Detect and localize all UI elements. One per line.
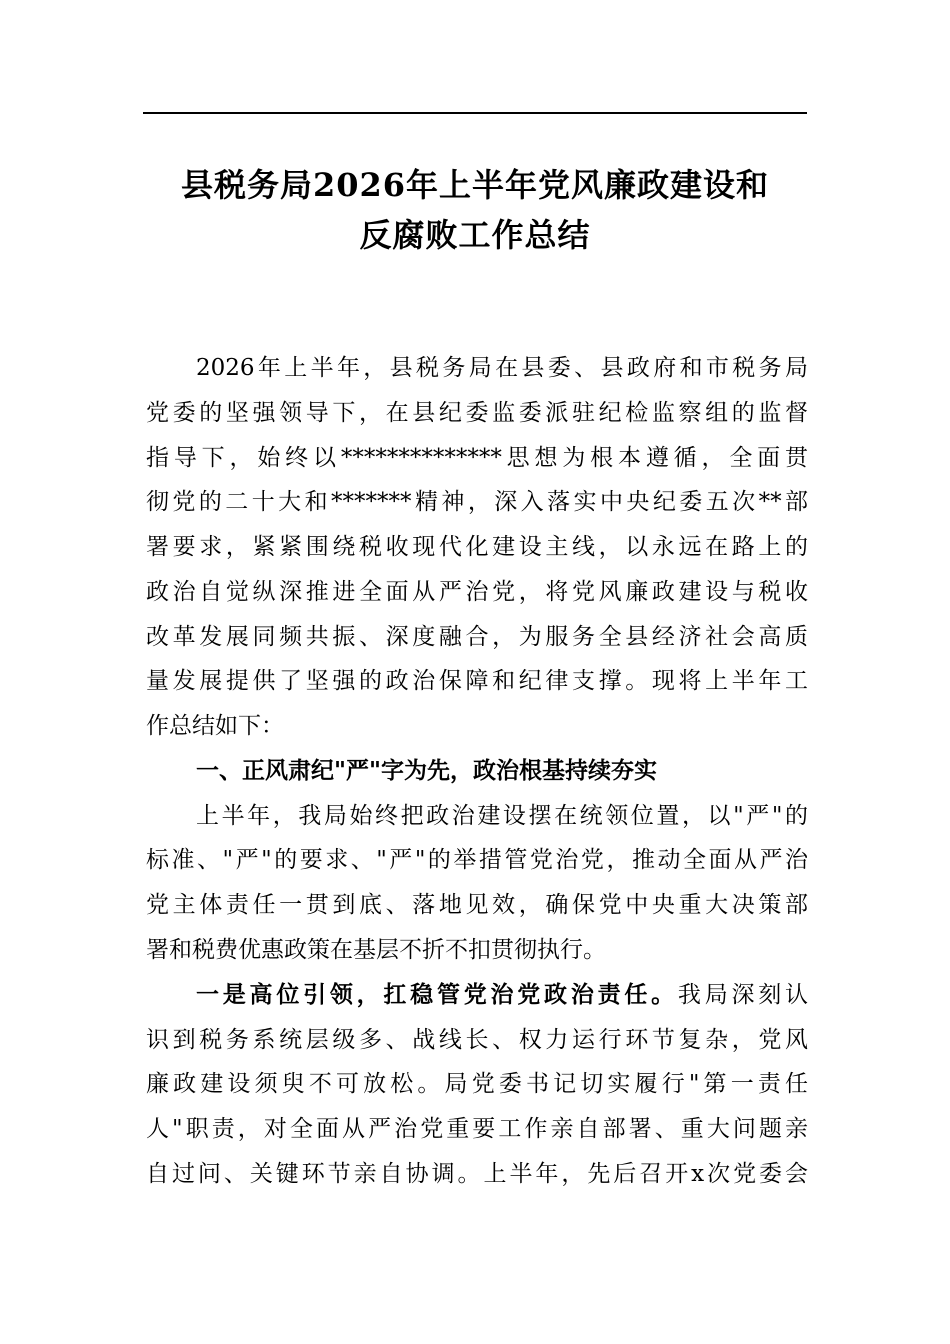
intro-line-3: 指导下，始终以**************思想为根本遵循，全面贯 [146, 445, 808, 471]
section-heading-1: 一、正风肃纪"严"字为先，政治根基持续夯实 [196, 758, 657, 784]
intro-line-4: 彻党的二十大和*******精神，深入落实中央纪委五次**部 [146, 489, 808, 515]
intro-line-5: 署要求，紧紧围绕税收现代化建设主线，以永远在路上的 [146, 534, 808, 560]
point1-line-3: 廉政建设须臾不可放松。局党委书记切实履行"第一责任 [146, 1071, 808, 1097]
section1-line-1: 上半年，我局始终把政治建设摆在统领位置，以"严"的 [196, 803, 808, 829]
intro-line-6: 政治自觉纵深推进全面从严治党，将党风廉政建设与税收 [146, 579, 808, 605]
point1-line-1 [196, 980, 808, 1010]
intro-line-2: 党委的坚强领导下，在县纪委监委派驻纪检监察组的监督 [146, 400, 808, 426]
point1-line-2: 识到税务系统层级多、战线长、权力运行环节复杂，党风 [146, 1027, 808, 1053]
section1-line-2: 标准、"严"的要求、"严"的举措管党治党，推动全面从严治 [146, 847, 808, 873]
intro-line-1: 2026年上半年，县税务局在县委、县政府和市税务局 [196, 355, 808, 381]
point1-line-4: 人"职责，对全面从严治党重要工作亲自部署、重大问题亲 [146, 1116, 808, 1142]
point1-lead: 一是高位引领，扛稳管党治党政治责任。 [196, 981, 678, 1008]
intro-line-9: 作总结如下： [146, 713, 284, 739]
section1-line-4: 署和税费优惠政策在基层不折不扣贯彻执行。 [146, 937, 606, 963]
header-rule [143, 112, 807, 114]
title-line-2: 反腐败工作总结 [359, 216, 591, 254]
point1-first-rest: 我局深刻认 [677, 982, 809, 1008]
intro-line-7: 改革发展同频共振、深度融合，为服务全县经济社会高质 [146, 624, 808, 650]
document-title [100, 160, 850, 260]
intro-line-8: 量发展提供了坚强的政治保障和纪律支撑。现将上半年工 [146, 668, 808, 694]
point1-line-5: 自过问、关键环节亲自协调。上半年，先后召开x次党委会 [146, 1161, 808, 1187]
section1-line-3: 党主体责任一贯到底、落地见效，确保党中央重大决策部 [146, 892, 808, 918]
title-line-1: 县税务局2026年上半年党风廉政建设和 [180, 166, 770, 204]
